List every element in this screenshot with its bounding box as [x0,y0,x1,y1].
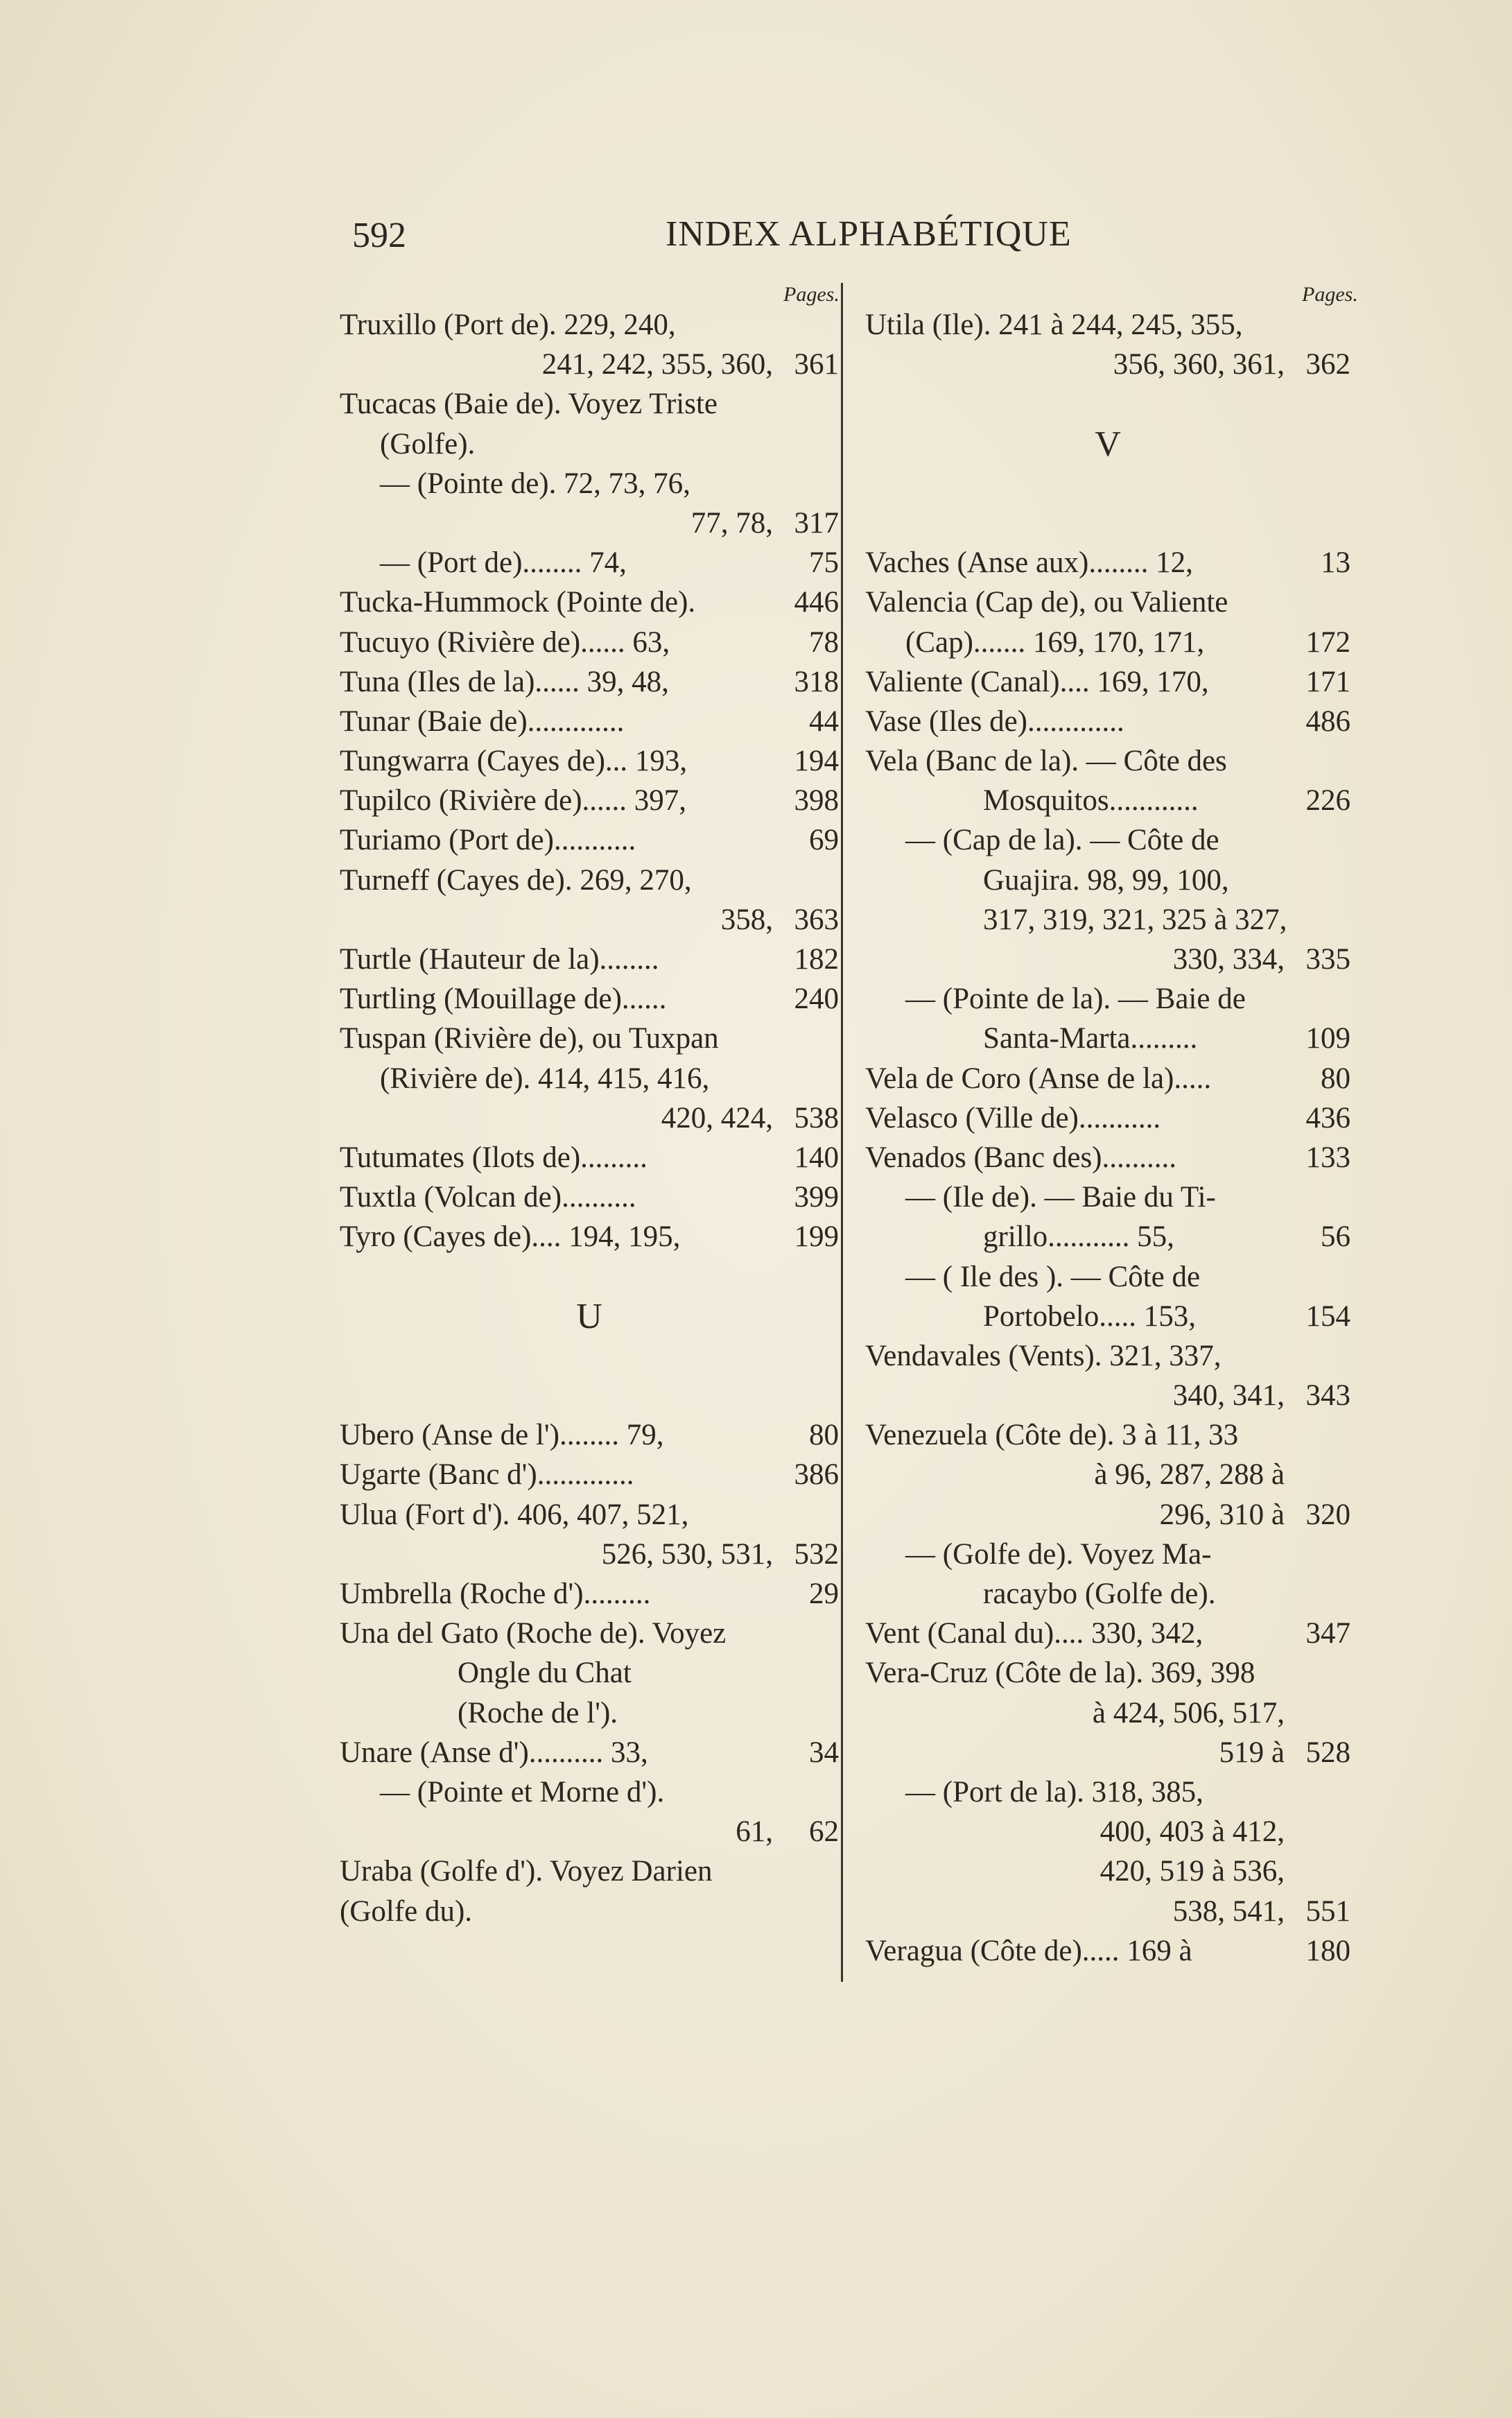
entry-text: Tyro (Cayes de).... 194, 195, [340,1220,681,1254]
index-entry [865,305,1350,345]
entry-text: Tuspan (Rivière de), ou Tuxpan [340,1022,719,1055]
entry-page: 320 [1305,1498,1350,1531]
entry-text: 526, 530, 531, [601,1537,773,1571]
entry-text: Unare (Anse d').......... 33, [340,1736,648,1769]
entry-text: 61, [736,1815,773,1849]
entry-text: Uraba (Golfe d'). Voyez Darien [340,1855,713,1888]
index-entry [340,503,839,543]
entry-text: Ulua (Fort d'). 406, 407, 521, [340,1498,689,1531]
entry-page: 347 [1305,1617,1350,1650]
entry-text: 420, 424, [661,1101,773,1134]
index-entry [340,900,839,940]
index-entry [865,900,1350,940]
entry-text: Tucacas (Baie de). Voyez Triste [340,388,718,421]
entry-page: 194 [794,745,839,778]
entry-text: — (Port de)........ 74, [380,546,627,580]
entry-text: (Rivière de). 414, 415, 416, [380,1062,710,1095]
index-entry [340,1059,839,1098]
index-entry [865,781,1350,820]
entry-text: 519 à [1219,1736,1285,1769]
entry-page: 318 [794,665,839,698]
entry-page: 182 [794,943,839,976]
entry-text: à 424, 506, 517, [1092,1696,1285,1729]
index-entry [340,305,839,345]
index-entry [340,979,839,1019]
entry-text: 77, 78, [690,506,773,539]
blank-line [865,464,1350,503]
entry-page: 240 [794,983,839,1016]
page-number: 592 [352,216,406,255]
entry-text: Ugarte (Banc d')............. [340,1458,634,1492]
entry-page: 551 [1305,1894,1350,1928]
index-entry [340,543,839,582]
index-entry [340,1733,839,1772]
index-entry [865,662,1350,702]
entry-page: 361 [794,348,839,381]
index-entry [865,1177,1350,1217]
index-entry [340,1455,839,1494]
entry-text: Vera-Cruz (Côte de la). 369, 398 [865,1657,1255,1690]
entry-text: Tunar (Baie de)............. [340,705,625,738]
entry-text: 317, 319, 321, 325 à 327, [983,903,1287,936]
entry-text: — (Golfe de). Voyez Ma- [905,1537,1212,1571]
index-entry [340,1851,839,1891]
entry-text: Una del Gato (Roche de). Voyez [340,1617,727,1650]
column-divider [841,283,843,1982]
entry-text: racaybo (Golfe de). [983,1578,1216,1610]
index-entry [340,384,839,424]
entry-text: 340, 341, [1172,1379,1285,1413]
entry-page: 80 [1321,1062,1350,1095]
entry-page: 335 [1305,943,1350,976]
index-column-right [865,305,1350,1971]
entry-text: à 96, 287, 288 à [1094,1458,1285,1492]
entry-page: 171 [1305,665,1350,698]
entry-text: 330, 334, [1172,943,1285,976]
entry-page: 133 [1305,1141,1350,1174]
entry-text: — (Pointe de). 72, 73, 76, [380,467,690,500]
index-entry [865,345,1350,384]
entry-page: 154 [1305,1299,1350,1333]
entry-text: Vela (Banc de la). — Côte des [865,745,1227,778]
entry-text: Tungwarra (Cayes de)... 193, [340,745,688,778]
entry-text: — ( Ile des ). — Côte de [905,1260,1201,1293]
index-entry [340,1574,839,1614]
entry-text: (Cap)....... 169, 170, 171, [905,625,1205,659]
entry-page: 80 [809,1419,839,1452]
entry-text: Turtle (Hauteur de la)........ [340,943,659,976]
entry-page: 398 [794,784,839,818]
entry-text: Santa-Marta......... [983,1022,1198,1055]
index-entry [865,1138,1350,1177]
index-entry [865,1574,1350,1614]
entry-text: 538, 541, [1172,1894,1285,1928]
entry-text: 356, 360, 361, [1113,348,1285,381]
index-entry [340,702,839,741]
entry-page: 317 [794,506,839,539]
index-entry [340,1772,839,1812]
index-column-left [340,305,839,1931]
index-entry [865,1297,1350,1336]
left-pages-label: Pages. [783,283,840,306]
entry-page: 343 [1305,1379,1350,1413]
index-entry [865,1019,1350,1058]
entry-text: Velasco (Ville de)........... [865,1101,1161,1134]
entry-text: Turtling (Mouillage de)...... [340,983,667,1016]
index-entry [865,1812,1350,1851]
entry-text: (Golfe). [380,427,476,460]
entry-text: Venezuela (Côte de). 3 à 11, 33 [865,1419,1239,1452]
running-title: INDEX ALPHABÉTIQUE [666,214,1072,254]
entry-page: 140 [794,1141,839,1174]
index-entry [865,820,1350,860]
index-entry [340,1614,839,1653]
entry-text: Turneff (Cayes de). 269, 270, [340,863,692,897]
index-entry [865,1336,1350,1376]
entry-text: Tuna (Iles de la)...... 39, 48, [340,665,669,698]
entry-page: 532 [794,1537,839,1571]
index-entry [865,1059,1350,1098]
entry-text: U [576,1296,602,1336]
entry-page: 69 [809,824,839,857]
index-entry [340,1653,839,1693]
index-entry [865,1653,1350,1693]
entry-page: 399 [794,1181,839,1214]
index-entry [865,1376,1350,1415]
entry-text: Valencia (Cap de), ou Valiente [865,586,1228,619]
index-entry [865,1217,1350,1257]
blank-line [340,1257,839,1297]
index-entry [865,1931,1350,1971]
index-entry [865,1693,1350,1733]
index-entry [865,940,1350,979]
right-pages-label: Pages. [1302,283,1358,306]
entry-text: V [1095,424,1121,464]
index-entry [340,1495,839,1535]
entry-text: Umbrella (Roche d')......... [340,1578,651,1610]
entry-text: — (Cap de la). — Côte de [905,824,1219,857]
index-entry [340,1098,839,1138]
index-entry [865,1495,1350,1535]
entry-page: 446 [794,586,839,619]
entry-text: Vendavales (Vents). 321, 337, [865,1339,1222,1372]
entry-text: Utila (Ile). 241 à 244, 245, 355, [865,309,1243,341]
entry-text: Venados (Banc des).......... [865,1141,1177,1174]
index-entry [340,345,839,384]
entry-page: 436 [1305,1101,1350,1134]
index-entry [865,741,1350,781]
entry-text: Truxillo (Port de). 229, 240, [340,309,676,341]
index-entry [865,543,1350,582]
entry-text: Ubero (Anse de l')........ 79, [340,1419,664,1452]
index-entry [865,1851,1350,1891]
entry-text: (Golfe du). [340,1894,473,1928]
index-entry [340,1217,839,1257]
index-entry [865,1455,1350,1494]
index-entry [865,1257,1350,1297]
index-entry [340,1812,839,1851]
entry-page: 362 [1305,348,1350,381]
index-entry [865,1772,1350,1812]
entry-page: 44 [809,705,839,738]
index-entry [865,582,1350,622]
index-entry [865,623,1350,662]
entry-text: Vaches (Anse aux)........ 12, [865,546,1193,580]
entry-text: Vase (Iles de)............. [865,705,1124,738]
index-entry [340,1535,839,1574]
entry-text: Veragua (Côte de)..... 169 à [865,1934,1192,1967]
entry-text: Ongle du Chat [458,1657,632,1690]
entry-page: 180 [1305,1934,1350,1967]
entry-text: 241, 242, 355, 360, [541,348,773,381]
index-entry [865,1733,1350,1772]
index-entry [340,820,839,860]
index-entry [340,1415,839,1455]
index-entry [340,424,839,464]
entry-text: Vela de Coro (Anse de la)..... [865,1062,1212,1095]
entry-text: grillo........... 55, [983,1220,1174,1254]
entry-page: 75 [809,546,839,580]
index-entry [340,623,839,662]
index-entry [340,741,839,781]
entry-page: 486 [1305,705,1350,738]
index-entry [865,1892,1350,1931]
entry-page: 363 [794,903,839,936]
entry-text: Guajira. 98, 99, 100, [983,863,1229,897]
index-entry [865,1415,1350,1455]
entry-text: Tuxtla (Volcan de).......... [340,1181,636,1214]
entry-page: 62 [809,1815,839,1849]
entry-text: — (Pointe de la). — Baie de [905,983,1246,1016]
blank-line [865,503,1350,543]
entry-text: Tupilco (Rivière de)...... 397, [340,784,687,818]
index-entry [340,1019,839,1058]
index-entry [340,582,839,622]
index-entry [865,702,1350,741]
entry-text: 400, 403 à 412, [1100,1815,1285,1849]
index-entry [340,464,839,503]
index-entry [865,979,1350,1019]
blank-line [865,384,1350,424]
entry-text: Mosquitos............ [983,784,1199,818]
entry-text: Vent (Canal du).... 330, 342, [865,1617,1203,1650]
entry-text: Turiamo (Port de)........... [340,824,636,857]
index-entry [340,1693,839,1733]
entry-text: Tucka-Hummock (Pointe de). [340,586,696,619]
section-letter [865,424,1350,464]
index-entry [340,1892,839,1931]
entry-page: 226 [1305,784,1350,818]
entry-page: 199 [794,1220,839,1254]
entry-text: Tucuyo (Rivière de)...... 63, [340,625,670,659]
entry-page: 109 [1305,1022,1350,1055]
entry-page: 34 [809,1736,839,1769]
entry-page: 78 [809,625,839,659]
entry-page: 386 [794,1458,839,1492]
entry-page: 172 [1305,625,1350,659]
entry-text: 358, [720,903,773,936]
index-entry [340,1138,839,1177]
entry-page: 29 [809,1578,839,1610]
section-letter [340,1297,839,1336]
entry-page: 56 [1321,1220,1350,1254]
index-entry [865,1535,1350,1574]
entry-text: 420, 519 à 536, [1100,1855,1285,1888]
entry-text: Valiente (Canal).... 169, 170, [865,665,1209,698]
blank-line [340,1376,839,1415]
entry-text: — (Port de la). 318, 385, [905,1775,1203,1808]
index-entry [340,861,839,900]
index-entry [340,940,839,979]
entry-page: 538 [794,1101,839,1134]
entry-page: 528 [1305,1736,1350,1769]
index-entry [340,662,839,702]
index-entry [340,1177,839,1217]
index-entry [865,861,1350,900]
entry-page: 13 [1321,546,1350,580]
entry-text: Portobelo..... 153, [983,1299,1196,1333]
entry-text: — (Ile de). — Baie du Ti- [905,1181,1216,1214]
index-entry [865,1614,1350,1653]
index-entry [340,781,839,820]
entry-text: (Roche de l'). [458,1696,618,1729]
index-entry [865,1098,1350,1138]
entry-text: Tutumates (Ilots de)......... [340,1141,648,1174]
blank-line [340,1336,839,1376]
entry-text: — (Pointe et Morne d'). [380,1775,665,1808]
entry-text: 296, 310 à [1159,1498,1285,1531]
